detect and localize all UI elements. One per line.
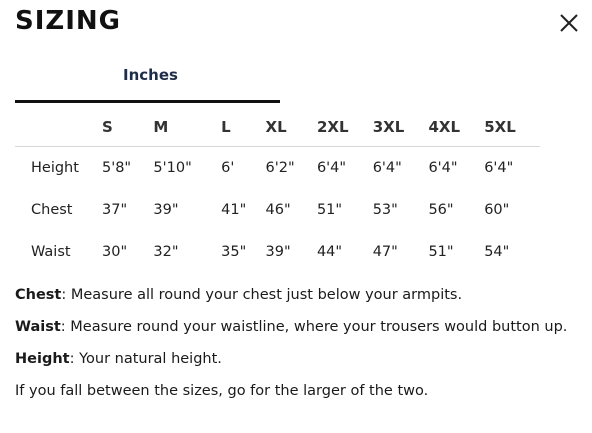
row-label: Height — [31, 160, 79, 176]
table-header-row — [15, 108, 540, 147]
note-term: Height — [15, 351, 70, 367]
note-term: Chest — [15, 287, 62, 303]
row-label: Waist — [31, 244, 71, 260]
table-cell: 47" — [372, 244, 398, 260]
table-cell: 39" — [153, 202, 179, 218]
tab-inches-label: Inches — [123, 66, 178, 84]
measurement-notes — [15, 284, 585, 412]
column-header: 3XL — [373, 108, 429, 147]
table-cell: 6' — [221, 160, 235, 176]
header-corner — [15, 108, 102, 147]
column-header: M — [153, 108, 221, 147]
table-cell: 5'8" — [102, 160, 132, 176]
table-cell: 39" — [265, 244, 291, 260]
table-cell: 5'10" — [153, 160, 192, 176]
column-header: L — [221, 108, 265, 147]
table-cell: 56" — [428, 202, 454, 218]
column-header: 4XL — [428, 108, 484, 147]
note-text: If you fall between the sizes, go for the larger of the two. — [15, 383, 429, 399]
column-header: 2XL — [317, 108, 373, 147]
table-cell: 46" — [265, 202, 291, 218]
column-header: 5XL — [484, 108, 540, 147]
size-chart-table — [15, 108, 540, 273]
table-cell: 60" — [484, 202, 510, 218]
table-cell: 6'2" — [265, 160, 295, 176]
table-cell: 37" — [102, 202, 128, 218]
note-chest — [15, 284, 585, 316]
note-term: Waist — [15, 319, 61, 335]
table-row — [15, 147, 540, 190]
row-label: Chest — [31, 202, 73, 218]
note-text: : Measure round your waistline, where your trousers would button up. — [60, 319, 568, 335]
note-text: : Measure all round your chest just below your armpits. — [61, 287, 463, 303]
table-cell: 32" — [153, 244, 179, 260]
column-header: XL — [266, 108, 317, 147]
table-cell: 35" — [221, 244, 247, 260]
table-cell: 41" — [221, 202, 247, 218]
note-text: : Your natural height. — [69, 351, 222, 367]
table-row — [15, 189, 540, 231]
table-cell: 51" — [316, 202, 343, 218]
table-cell: 51" — [428, 244, 454, 260]
table-cell: 54" — [484, 244, 510, 260]
table-cell: 6'4" — [428, 160, 458, 176]
table-cell: 53" — [372, 202, 398, 218]
table-cell: 44" — [316, 244, 343, 260]
tab-inches[interactable] — [15, 58, 280, 103]
table-cell: 30" — [102, 244, 128, 260]
note-sizing-advice — [15, 380, 585, 412]
note-height — [15, 348, 585, 380]
table-cell: 6'4" — [372, 160, 402, 176]
table-cell: 6'4" — [484, 160, 514, 176]
close-icon — [556, 10, 582, 36]
close-button[interactable] — [556, 10, 582, 36]
note-waist — [15, 316, 585, 348]
table-row — [15, 231, 540, 273]
page-title: SIZING — [15, 6, 122, 36]
column-header: S — [102, 108, 153, 147]
table-cell: 6'4" — [316, 160, 347, 176]
